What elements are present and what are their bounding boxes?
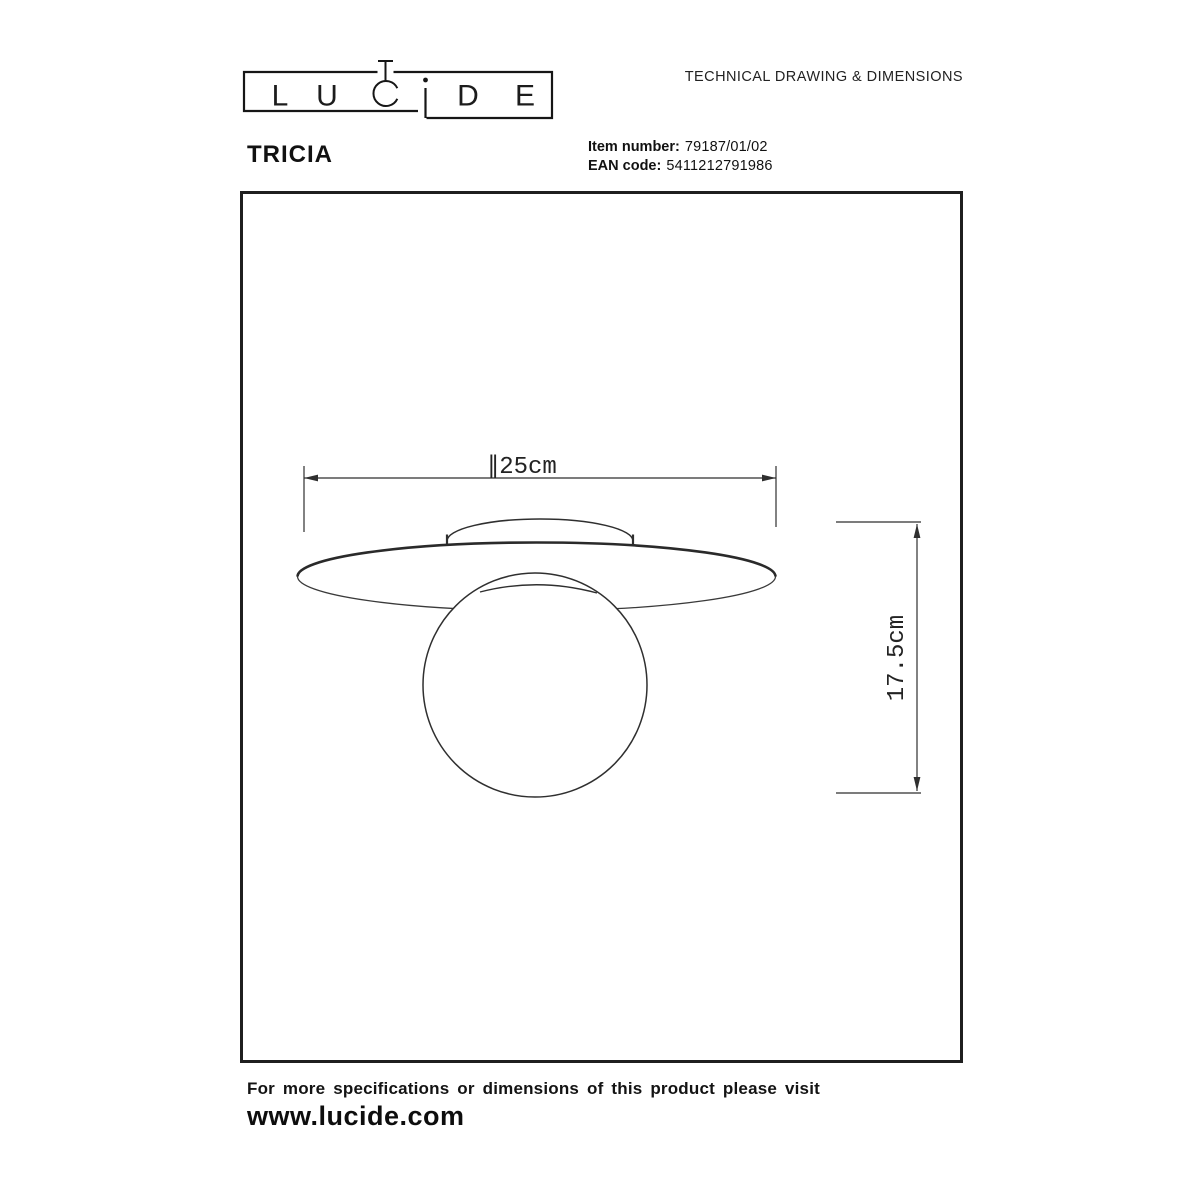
product-name: TRICIA	[247, 141, 333, 168]
item-number-value: 79187/01/02	[684, 139, 768, 155]
ean-code-label: EAN code:	[588, 158, 662, 174]
footer-website: www.lucide.com	[247, 1101, 465, 1131]
logo-letter-e: E	[514, 79, 536, 113]
item-number-label: Item number:	[588, 139, 680, 155]
document-title: TECHNICAL DRAWING & DIMENSIONS	[684, 69, 963, 85]
lamp-sphere	[423, 573, 647, 797]
logo-letter-u: U	[316, 79, 338, 113]
diameter-dimension-label: ∥25cm	[487, 454, 557, 481]
height-dimension-label: 17.5cm	[884, 614, 911, 702]
footer-note: For more specifications or dimensions of this product please visit	[247, 1079, 820, 1098]
logo-letter-d: D	[457, 79, 479, 113]
logo-letter-l: L	[271, 79, 289, 113]
ean-code-value: 5411212791986	[666, 158, 773, 174]
